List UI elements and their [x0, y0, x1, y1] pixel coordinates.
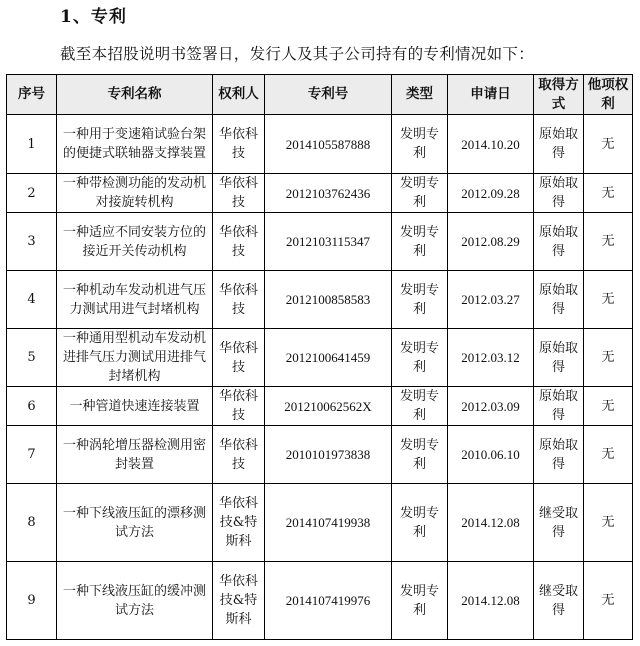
cell-type: 发明专利	[392, 387, 448, 426]
cell-rights: 无	[584, 115, 633, 174]
cell-type: 发明专利	[392, 271, 448, 329]
cell-index: 8	[7, 484, 57, 562]
cell-method: 原始取得	[534, 426, 584, 484]
cell-date: 2012.03.09	[448, 387, 534, 426]
header-owner: 权利人	[213, 75, 265, 115]
cell-method: 原始取得	[534, 387, 584, 426]
cell-owner: 华依科技	[213, 426, 265, 484]
cell-name: 一种通用型机动车发动机进排气压力测试用进排气封堵机构	[57, 329, 213, 387]
cell-index: 5	[7, 329, 57, 387]
cell-number: 2012100858583	[265, 271, 392, 329]
cell-number: 2014107419938	[265, 484, 392, 562]
table-row	[7, 562, 633, 640]
cell-number: 2010101973838	[265, 426, 392, 484]
cell-rights: 无	[584, 562, 633, 640]
patent-table	[6, 74, 633, 640]
cell-name: 一种下线液压缸的缓冲测试方法	[57, 562, 213, 640]
cell-index: 4	[7, 271, 57, 329]
cell-owner: 华依科技	[213, 174, 265, 213]
cell-owner: 华依科技&特斯科	[213, 484, 265, 562]
cell-owner: 华依科技	[213, 387, 265, 426]
cell-number: 2014105587888	[265, 115, 392, 174]
cell-name: 一种管道快速连接装置	[57, 387, 213, 426]
cell-rights: 无	[584, 329, 633, 387]
cell-date: 2012.09.28	[448, 174, 534, 213]
cell-number: 2012103762436	[265, 174, 392, 213]
cell-owner: 华依科技	[213, 271, 265, 329]
cell-date: 2014.10.20	[448, 115, 534, 174]
header-method: 取得方式	[534, 75, 584, 115]
table-row	[7, 426, 633, 484]
cell-method: 原始取得	[534, 329, 584, 387]
cell-rights: 无	[584, 213, 633, 271]
cell-method: 原始取得	[534, 115, 584, 174]
header-name: 专利名称	[57, 75, 213, 115]
cell-type: 发明专利	[392, 115, 448, 174]
section-heading: 1、专利	[60, 7, 127, 27]
table-row	[7, 387, 633, 426]
cell-name: 一种适应不同安装方位的接近开关传动机构	[57, 213, 213, 271]
cell-rights: 无	[584, 174, 633, 213]
cell-number: 2012100641459	[265, 329, 392, 387]
cell-index: 9	[7, 562, 57, 640]
intro-paragraph: 截至本招股说明书签署日，发行人及其子公司持有的专利情况如下：	[60, 45, 535, 63]
cell-type: 发明专利	[392, 426, 448, 484]
cell-name: 一种涡轮增压器检测用密封装置	[57, 426, 213, 484]
cell-type: 发明专利	[392, 213, 448, 271]
cell-method: 继受取得	[534, 562, 584, 640]
header-rights: 他项权利	[584, 75, 633, 115]
cell-name: 一种机动车发动机进气压力测试用进气封堵机构	[57, 271, 213, 329]
table-row	[7, 329, 633, 387]
cell-rights: 无	[584, 484, 633, 562]
cell-method: 原始取得	[534, 174, 584, 213]
table-row	[7, 115, 633, 174]
cell-type: 发明专利	[392, 484, 448, 562]
cell-date: 2012.03.27	[448, 271, 534, 329]
cell-index: 2	[7, 174, 57, 213]
cell-type: 发明专利	[392, 174, 448, 213]
cell-name: 一种用于变速箱试验台架的便捷式联轴器支撑装置	[57, 115, 213, 174]
cell-number: 201210062562X	[265, 387, 392, 426]
table-row	[7, 484, 633, 562]
cell-method: 原始取得	[534, 213, 584, 271]
table-row	[7, 213, 633, 271]
cell-type: 发明专利	[392, 329, 448, 387]
cell-number: 2012103115347	[265, 213, 392, 271]
cell-name: 一种下线液压缸的漂移测试方法	[57, 484, 213, 562]
cell-owner: 华依科技&特斯科	[213, 562, 265, 640]
cell-rights: 无	[584, 426, 633, 484]
table-row	[7, 174, 633, 213]
cell-owner: 华依科技	[213, 115, 265, 174]
header-date: 申请日	[448, 75, 534, 115]
cell-owner: 华依科技	[213, 213, 265, 271]
cell-type: 发明专利	[392, 562, 448, 640]
cell-date: 2012.08.29	[448, 213, 534, 271]
cell-owner: 华依科技	[213, 329, 265, 387]
cell-rights: 无	[584, 387, 633, 426]
cell-date: 2014.12.08	[448, 562, 534, 640]
cell-index: 7	[7, 426, 57, 484]
cell-date: 2014.12.08	[448, 484, 534, 562]
cell-date: 2012.03.12	[448, 329, 534, 387]
cell-method: 继受取得	[534, 484, 584, 562]
table-header-row	[7, 75, 633, 115]
header-type: 类型	[392, 75, 448, 115]
table-row	[7, 271, 633, 329]
cell-rights: 无	[584, 271, 633, 329]
header-index: 序号	[7, 75, 57, 115]
cell-index: 1	[7, 115, 57, 174]
cell-index: 3	[7, 213, 57, 271]
cell-index: 6	[7, 387, 57, 426]
cell-method: 原始取得	[534, 271, 584, 329]
cell-name: 一种带检测功能的发动机对接旋转机构	[57, 174, 213, 213]
header-number: 专利号	[265, 75, 392, 115]
cell-date: 2010.06.10	[448, 426, 534, 484]
cell-number: 2014107419976	[265, 562, 392, 640]
